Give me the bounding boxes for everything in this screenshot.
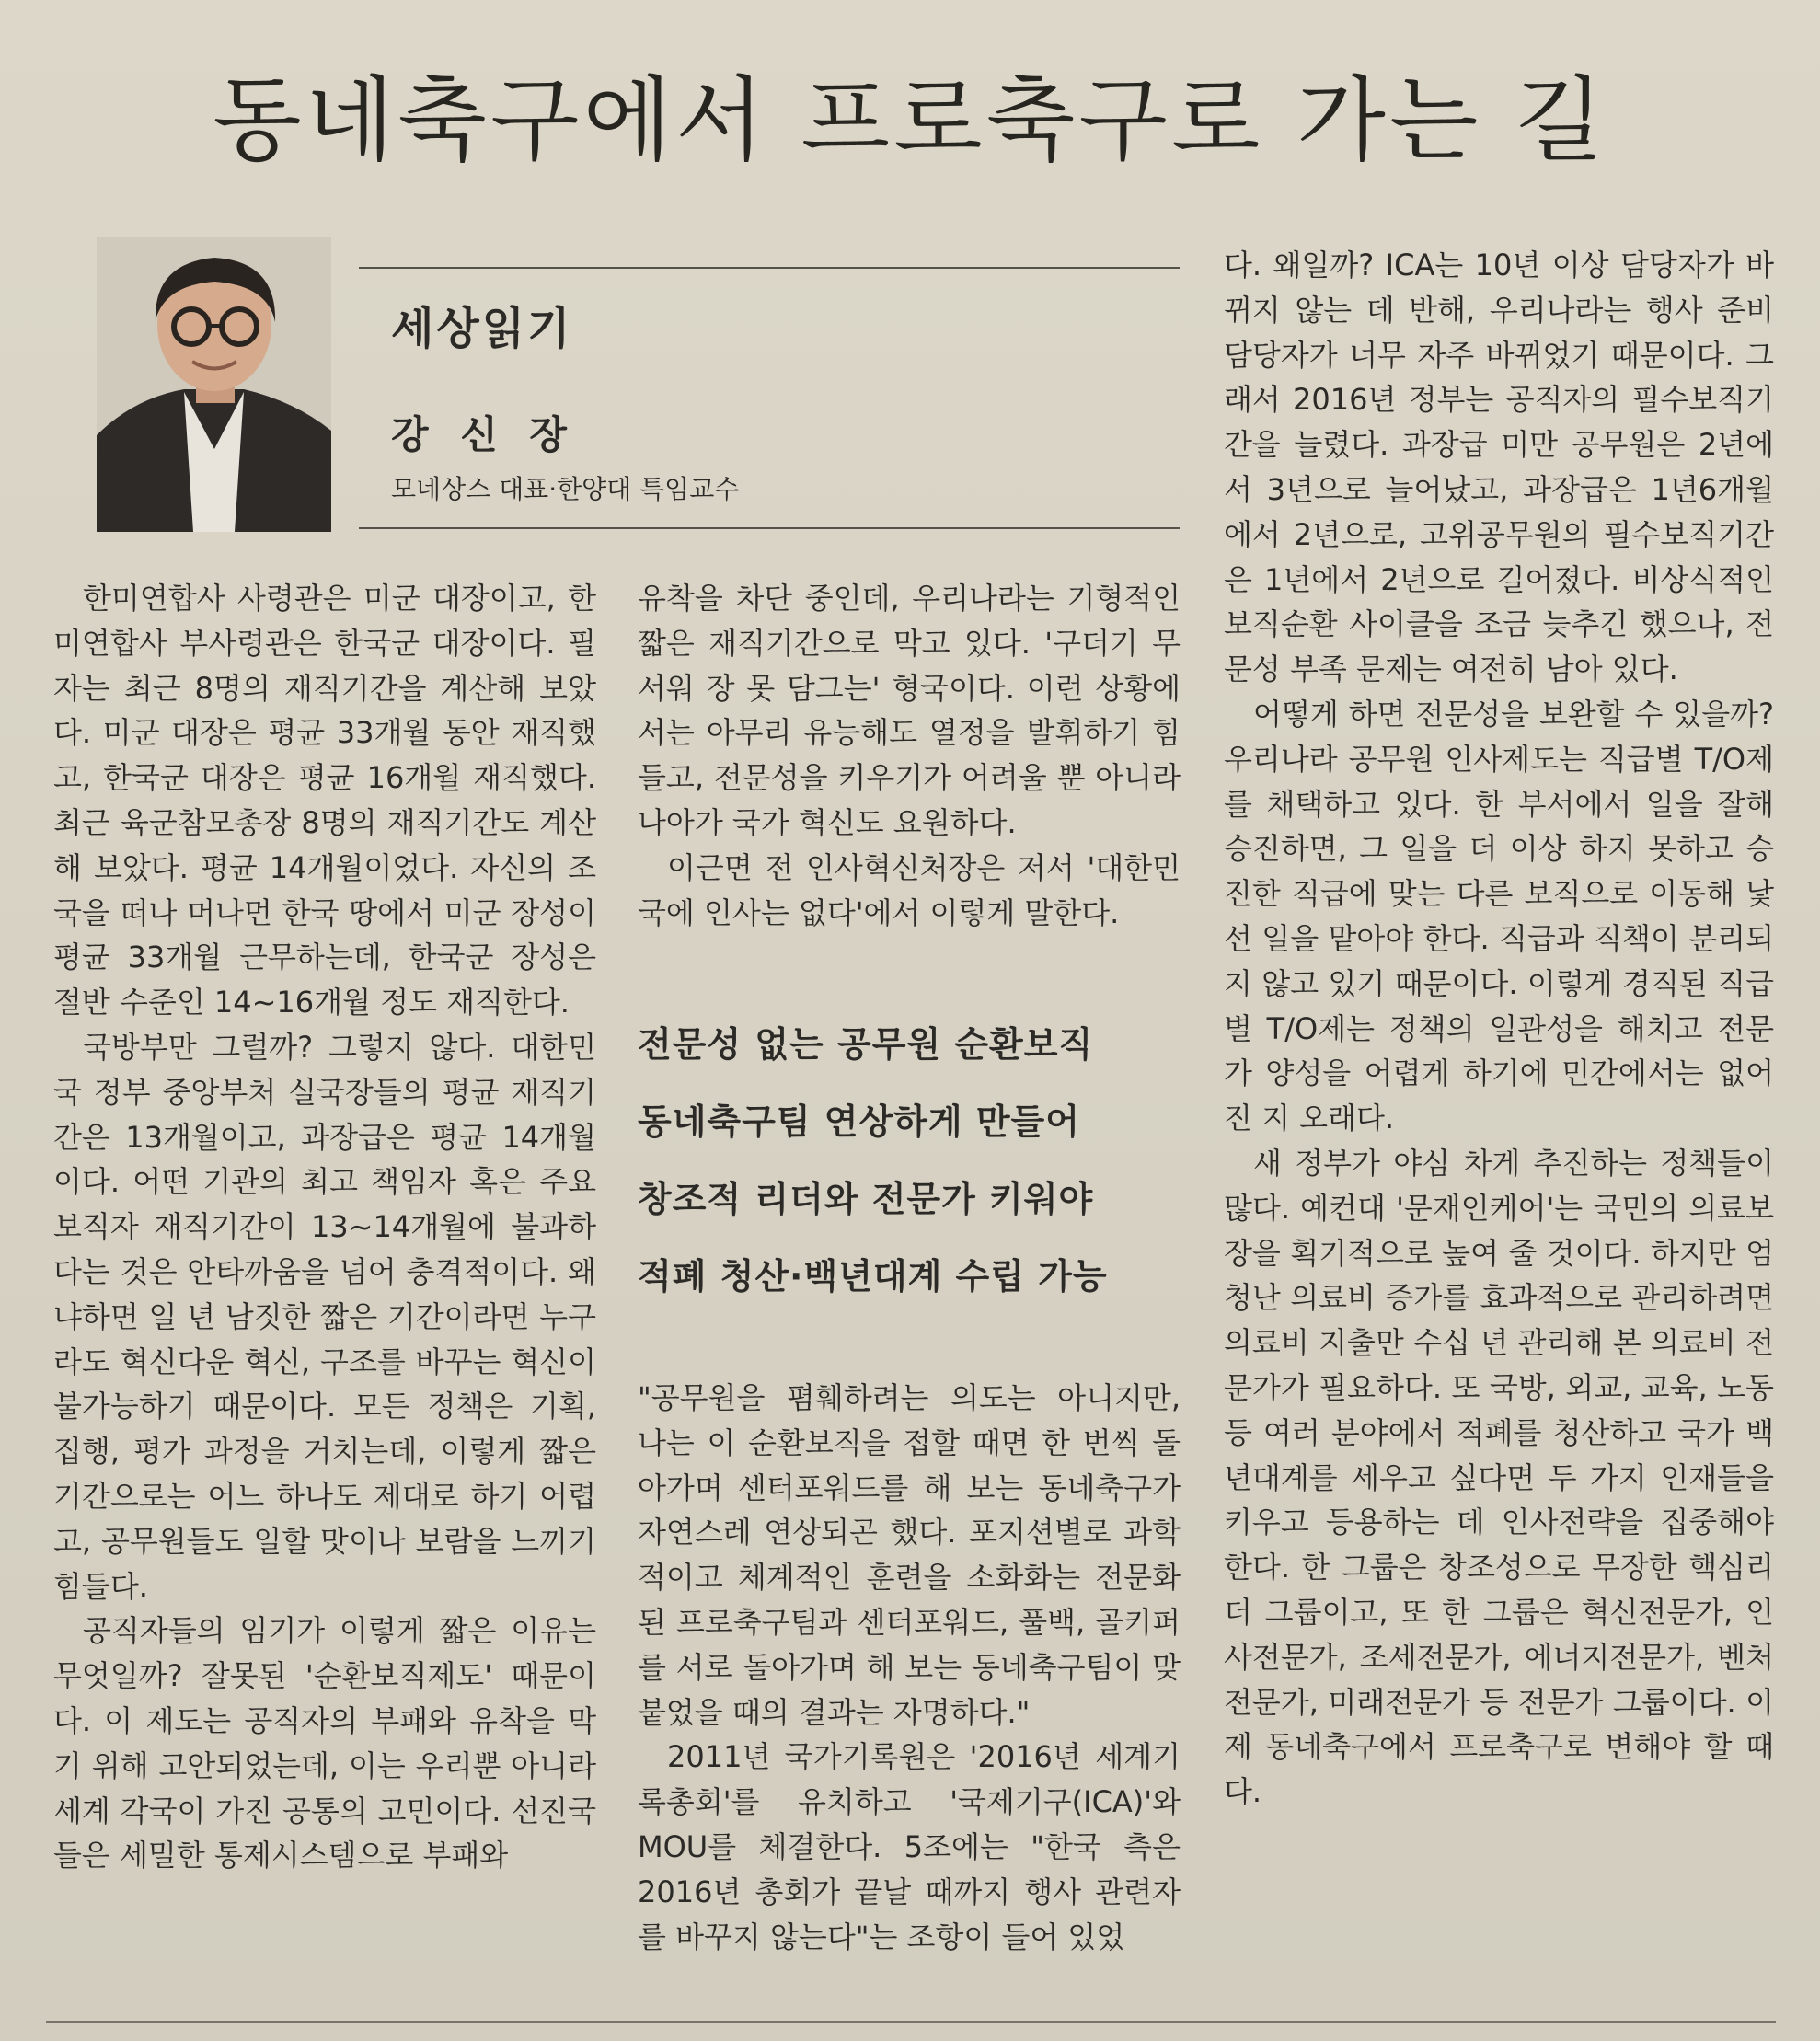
- body-column-2-bottom: [638, 1376, 1181, 1959]
- paragraph: 한미연합사 사령관은 미군 대장이고, 한미연합사 부사령관은 한국군 대장이다. 필자는 최근 8명의 재직기간을 계산해 보았다. 미군 대장은 평균 33개월 동안 재직했고, 한국군 대장은 평균 16개월 재직했다. 최근 육군참모총장 8명의 재직기간도 계산해 보았다. 평균 14개월이었다. 자신의 조국을 떠나 머나먼 한국 땅에서 미군 장성이 평균 33개월 근무하는데, 한국군 장성은 절반 수준인 14~16개월 정도 재직한다.: [53, 581, 596, 1020]
- pull-quote-line: 전문성 없는 공무원 순환보직: [638, 1024, 1094, 1065]
- paragraph: 다. 왜일까? ICA는 10년 이상 담당자가 바뀌지 않는 데 반해, 우리나라는 행사 준비 담당자가 너무 자주 바뀌었기 때문이다. 그래서 2016년 정부는 공직자의 필수보직기간을 늘렸다. 과장급 미만 공무원은 2년에서 3년으로 늘어났고, 과장급은 1년6개월에서 2년으로, 고위공무원의 필수보직기간은 1년에서 2년으로 길어졌다. 비상식적인 보직순환 사이클을 조금 늦추긴 했으나, 전문성 부족 문제는 여전히 남아 있다.: [1224, 248, 1774, 687]
- headline: 동네축구에서 프로축구로 가는 길: [213, 66, 1607, 174]
- pull-quote: [638, 1006, 1181, 1315]
- body-column-2-top: [638, 576, 1181, 935]
- paragraph: 유착을 차단 중인데, 우리나라는 기형적인 짧은 재직기간으로 막고 있다. '구더기 무서워 장 못 담그는' 형국이다. 이런 상황에서는 아무리 유능해도 열정을 발휘하기 힘들고, 전문성을 키우기가 어려울 뿐 아니라 나아가 국가 혁신도 요원하다.: [638, 581, 1181, 840]
- divider-middle: [359, 527, 1180, 529]
- paragraph: 어떻게 하면 전문성을 보완할 수 있을까? 우리나라 공무원 인사제도는 직급별 T/O제를 채택하고 있다. 한 부서에서 일을 잘해 승진하면, 그 일을 더 이상 하지 못하고 승진한 직급에 맞는 다른 보직으로 이동해 낯선 일을 맡아야 한다. 직급과 직책이 분리되지 않고 있기 때문이다. 이렇게 경직된 직급별 T/O제는 정책의 일관성을 해치고 전문가 양성을 어렵게 하기에 민간에서는 없어진 지 오래다.: [1224, 696, 1774, 1136]
- column-name: 세상읽기: [391, 303, 573, 354]
- divider-top: [359, 267, 1180, 269]
- body-column-1: [53, 576, 596, 1878]
- author-title: 모네상스 대표·한양대 특임교수: [391, 474, 740, 504]
- paragraph: 2011년 국가기록원은 '2016년 세계기록총회'를 유치하고 '국제기구(ICA)'와 MOU를 체결한다. 5조에는 "한국 측은 2016년 총회가 끝날 때까지 행사 관련자를 바꾸지 않는다"는 조항이 들어 있었: [638, 1739, 1181, 1955]
- paragraph: 공직자들의 임기가 이렇게 짧은 이유는 무엇일까? 잘못된 '순환보직제도' 때문이다. 이 제도는 공직자의 부패와 유착을 막기 위해 고안되었는데, 이는 우리뿐 아니라 세계 각국이 가진 공통의 고민이다. 선진국들은 세밀한 통제시스템으로 부패와: [53, 1613, 596, 1874]
- paragraph: 새 정부가 야심 차게 추진하는 정책들이 많다. 예컨대 '문재인케어'는 국민의 의료보장을 획기적으로 높여 줄 것이다. 하지만 엄청난 의료비 증가를 효과적으로 관리하려면 의료비 지출만 수십 년 관리해 본 의료비 전문가가 필요하다. 또 국방, 외교, 교육, 노동 등 여러 분야에서 적폐를 청산하고 국가 백년대계를 세우고 싶다면 두 가지 인재들을 키우고 등용하는 데 인사전략을 집중해야 한다. 한 그룹은 창조성으로 무장한 핵심리더 그룹이고, 또 한 그룹은 혁신전문가, 인사전문가, 조세전문가, 에너지전문가, 벤처전문가, 미래전문가 등 전문가 그룹이다. 이제 동네축구에서 프로축구로 변해야 할 때다.: [1224, 1145, 1774, 1810]
- divider-bottom: [46, 2021, 1776, 2023]
- paragraph: 국방부만 그럴까? 그렇지 않다. 대한민국 정부 중앙부처 실국장들의 평균 재직기간은 13개월이고, 과장급은 평균 14개월이다. 어떤 기관의 최고 책임자 혹은 주요 보직자 재직기간이 13~14개월에 불과하다는 것은 안타까움을 넘어 충격적이다. 왜냐하면 일 년 남짓한 짧은 기간이라면 누구라도 혁신다운 혁신, 구조를 바꾸는 혁신이 불가능하기 때문이다. 모든 정책은 기획, 집행, 평가 과정을 거치는데, 이렇게 짧은 기간으로는 어느 하나도 제대로 하기 어렵고, 공무원들도 일할 맛이나 보람을 느끼기 힘들다.: [53, 1029, 596, 1604]
- author-photo: [97, 237, 331, 532]
- pull-quote-line: 동네축구팀 연상하게 만들어: [638, 1101, 1080, 1142]
- paragraph: 이근면 전 인사혁신처장은 저서 '대한민국에 인사는 없다'에서 이렇게 말한다.: [638, 849, 1181, 930]
- pull-quote-line: 적폐 청산·백년대계 수립 가능: [638, 1256, 1108, 1297]
- pull-quote-line: 창조적 리더와 전문가 키워야: [638, 1179, 1094, 1219]
- author-name: 강 신 장: [391, 412, 576, 457]
- paragraph: "공무원을 폄훼하려는 의도는 아니지만, 나는 이 순환보직을 접할 때면 한 번씩 돌아가며 센터포워드를 해 보는 동네축구가 자연스레 연상되곤 했다. 포지션별로 과학적이고 체계적인 훈련을 소화화는 전문화된 프로축구팀과 센터포워드, 풀백, 골키퍼를 서로 돌아가며 해 보는 동네축구팀이 맞붙었을 때의 결과는 자명하다.": [638, 1380, 1181, 1730]
- body-column-3: [1224, 243, 1774, 1815]
